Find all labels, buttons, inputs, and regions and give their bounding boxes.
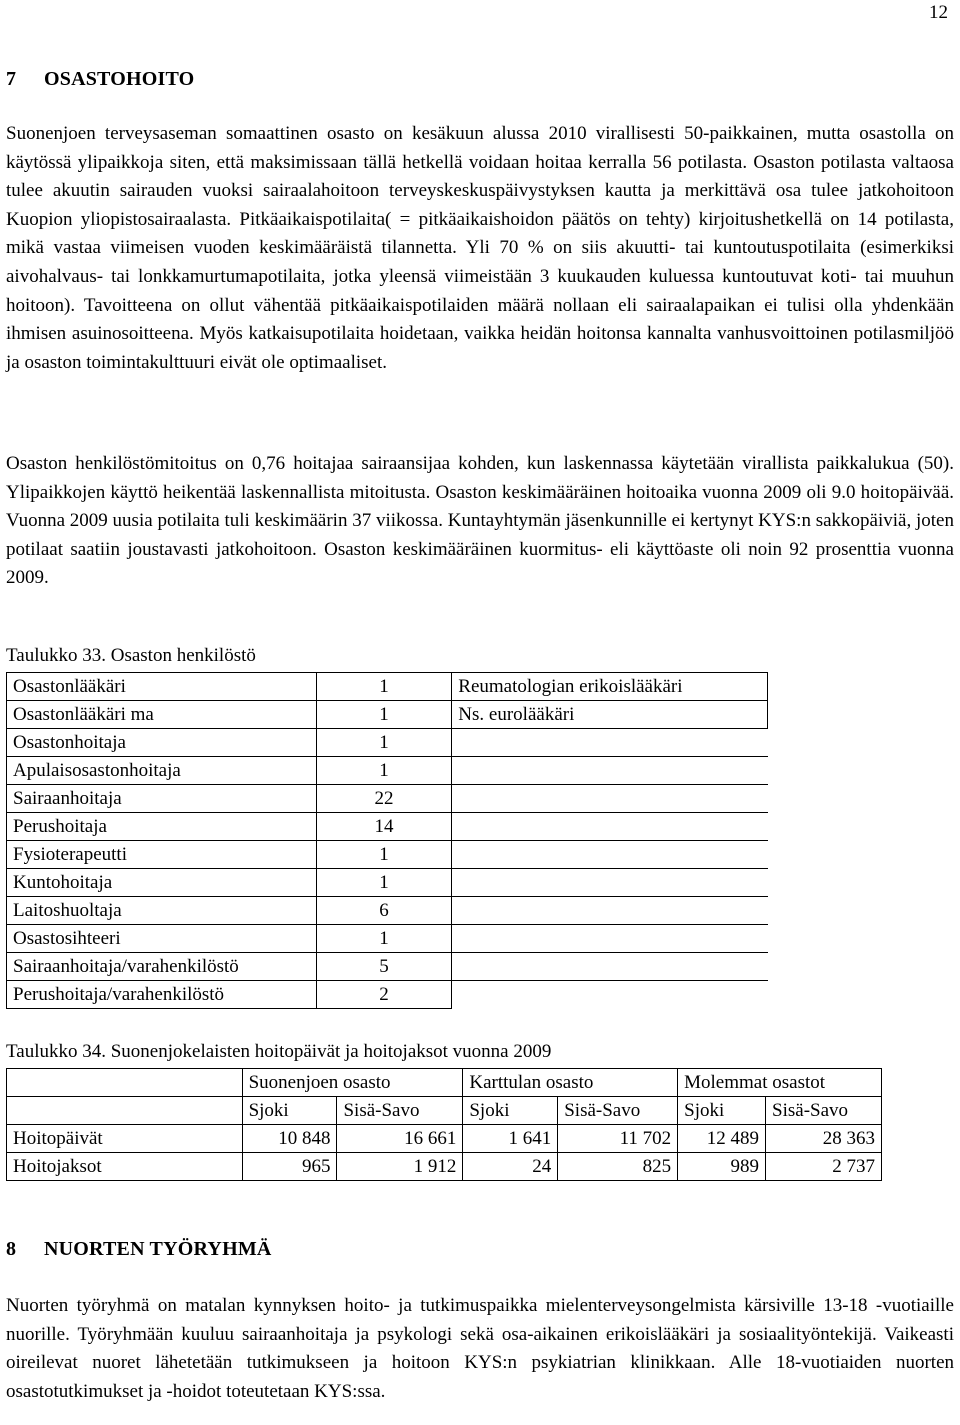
section-number: 7 [6,68,17,90]
role-cell: Sairaanhoitaja [7,785,317,813]
section-7-paragraph-1: Suonenjoen terveysaseman somaattinen osasto on kesäkuun alussa 2010 virallisesti 50-paikkainen, mutta osastolla on käytössä ylipaikkoja siten, että maksimissaan tällä hetkellä voidaan hoitaa kerralla 56 potilasta. Osaston potilasta valtaosa tulee akuutin sairauden vuoksi sairaalahoitoon terveyskeskuspäivystyksen kautta ja merkittävä osa tulee jatkohoitoon Kuopion yliopistosairaalasta. Pitkäaikaispotilaita( = pitkäaikaishoidon päätös on tehty) kirjoitushetkellä on 14 potilasta, mikä vastaa viimeisen vuoden keskimääräistä tilannetta. Yli 70 % on siis akuutti- tai kuntoutuspotilaita (esimerkiksi aivohalvaus- tai lonkkamurtumapotilaita, jotka yleensä viimeistään 3 kuukauden kuluessa kuntoutuvat koti- tai muuhun hoitoon). Tavoitteena on ollut vähentää pitkäaikaispotilaiden määrä nollaan eli sairaalapaikan ei tulisi olla yhdenkään ihmisen asuinosoitteena. Myös katkaisupotilaita hoidetaan, vaikka heidän hoitonsa kannalta vanhusvoittoinen potilasmiljöö ja osaston toimintakulttuuri eivät ole optimaaliset. [6,123,954,373]
role-cell: Laitoshuoltaja [7,897,317,925]
value-cell: 12 489 [678,1125,766,1153]
value-cell: 11 702 [558,1125,678,1153]
section-8-heading [6,1238,272,1261]
count-cell: 2 [316,981,452,1009]
note-cell [452,869,768,897]
value-cell: 10 848 [242,1125,337,1153]
row-label: Hoitopäivät [7,1125,243,1153]
table-row [7,673,768,701]
note-cell [452,841,768,869]
table-row [7,981,768,1009]
value-cell: 965 [242,1153,337,1181]
value-cell: 2 737 [766,1153,882,1181]
count-cell: 1 [316,925,452,953]
section-title: NUORTEN TYÖRYHMÄ [44,1238,272,1260]
row-label: Hoitojaksot [7,1153,243,1181]
role-cell: Kuntohoitaja [7,869,317,897]
role-cell: Osastosihteeri [7,925,317,953]
subheader-cell: Sisä-Savo [766,1097,882,1125]
note-cell [452,897,768,925]
table-row [7,953,768,981]
table-row [7,757,768,785]
value-cell: 989 [678,1153,766,1181]
section-number: 8 [6,1238,17,1260]
table-33-caption: Taulukko 33. Osaston henkilöstö [6,645,256,666]
count-cell: 1 [316,757,452,785]
section-title: OSASTOHOITO [44,68,195,90]
table-corner-cell [7,1069,243,1097]
subheader-cell: Sisä-Savo [558,1097,678,1125]
count-cell: 5 [316,953,452,981]
table-corner-cell [7,1097,243,1125]
note-cell [452,953,768,981]
subheader-cell: Sjoki [678,1097,766,1125]
role-cell: Osastonlääkäri [7,673,317,701]
section-8-paragraph: Nuorten työryhmä on matalan kynnyksen hoito- ja tutkimuspaikka mielenterveysongelmista kärsiville 13-18 -vuotiaille nuorille. Työryhmään kuuluu sairaanhoitaja ja psykologi sekä osa-aikainen erikoislääkäri ja sosiaalityöntekijä. Vaikeasti oireilevat nuoret lähetetään tutkimukseen ja hoitoon KYS:n psykiatrian klinikkaan. Alle 18-vuotiaiden nuorten osastotutkimukset ja -hoidot toteutetaan KYS:ssa. [6,1295,954,1402]
role-cell: Fysioterapeutti [7,841,317,869]
note-cell [452,729,768,757]
table-subheader-row [7,1097,882,1125]
table-row [7,729,768,757]
value-cell: 1 912 [337,1153,463,1181]
group-header: Suonenjoen osasto [242,1069,463,1097]
note-cell: Reumatologian erikoislääkäri [452,673,768,701]
value-cell: 16 661 [337,1125,463,1153]
table-row [7,813,768,841]
count-cell: 1 [316,869,452,897]
value-cell: 28 363 [766,1125,882,1153]
role-cell: Perushoitaja/varahenkilöstö [7,981,317,1009]
table-row [7,897,768,925]
section-7-heading [6,68,194,91]
role-cell: Apulaisosastonhoitaja [7,757,317,785]
note-cell [452,757,768,785]
count-cell: 14 [316,813,452,841]
role-cell: Osastonhoitaja [7,729,317,757]
group-header: Molemmat osastot [678,1069,882,1097]
count-cell: 1 [316,841,452,869]
table-row [7,925,768,953]
care-days-table [6,1068,882,1181]
table-group-header-row [7,1069,882,1097]
role-cell: Sairaanhoitaja/varahenkilöstö [7,953,317,981]
table-row [7,1125,882,1153]
value-cell: 1 641 [463,1125,558,1153]
count-cell: 1 [316,701,452,729]
section-7-paragraph-2: Osaston henkilöstömitoitus on 0,76 hoitajaa sairaansijaa kohden, kun laskennassa käytetään virallista paikkalukua (50). Ylipaikkojen käyttö heikentää laskennallista mitoitusta. Osaston keskimääräinen hoitoaika vuonna 2009 oli 9.0 hoitopäivää. Vuonna 2009 uusia potilaita tuli keskimäärin 37 viikossa. Kuntayhtymän jäsenkunnille ei kertynyt KYS:n sakkopäiviä, joten potilaat saatiin joustavasti jatkohoitoon. Osaston keskimääräinen kuormitus- eli käyttöaste oli noin 92 prosenttia vuonna 2009. [6,453,954,589]
subheader-cell: Sisä-Savo [337,1097,463,1125]
table-row [7,1153,882,1181]
count-cell: 22 [316,785,452,813]
value-cell: 24 [463,1153,558,1181]
table-row [7,785,768,813]
group-header: Karttulan osasto [463,1069,678,1097]
table-34-caption: Taulukko 34. Suonenjokelaisten hoitopäivät ja hoitojaksot vuonna 2009 [6,1041,552,1062]
table-row [7,841,768,869]
count-cell: 6 [316,897,452,925]
note-cell [452,925,768,953]
note-cell [452,981,768,1009]
role-cell: Osastonlääkäri ma [7,701,317,729]
count-cell: 1 [316,729,452,757]
count-cell: 1 [316,673,452,701]
subheader-cell: Sjoki [463,1097,558,1125]
note-cell [452,785,768,813]
note-cell [452,813,768,841]
note-cell: Ns. eurolääkäri [452,701,768,729]
staff-table [6,672,768,1009]
table-row [7,701,768,729]
table-row [7,869,768,897]
value-cell: 825 [558,1153,678,1181]
role-cell: Perushoitaja [7,813,317,841]
page-number: 12 [929,2,948,23]
subheader-cell: Sjoki [242,1097,337,1125]
